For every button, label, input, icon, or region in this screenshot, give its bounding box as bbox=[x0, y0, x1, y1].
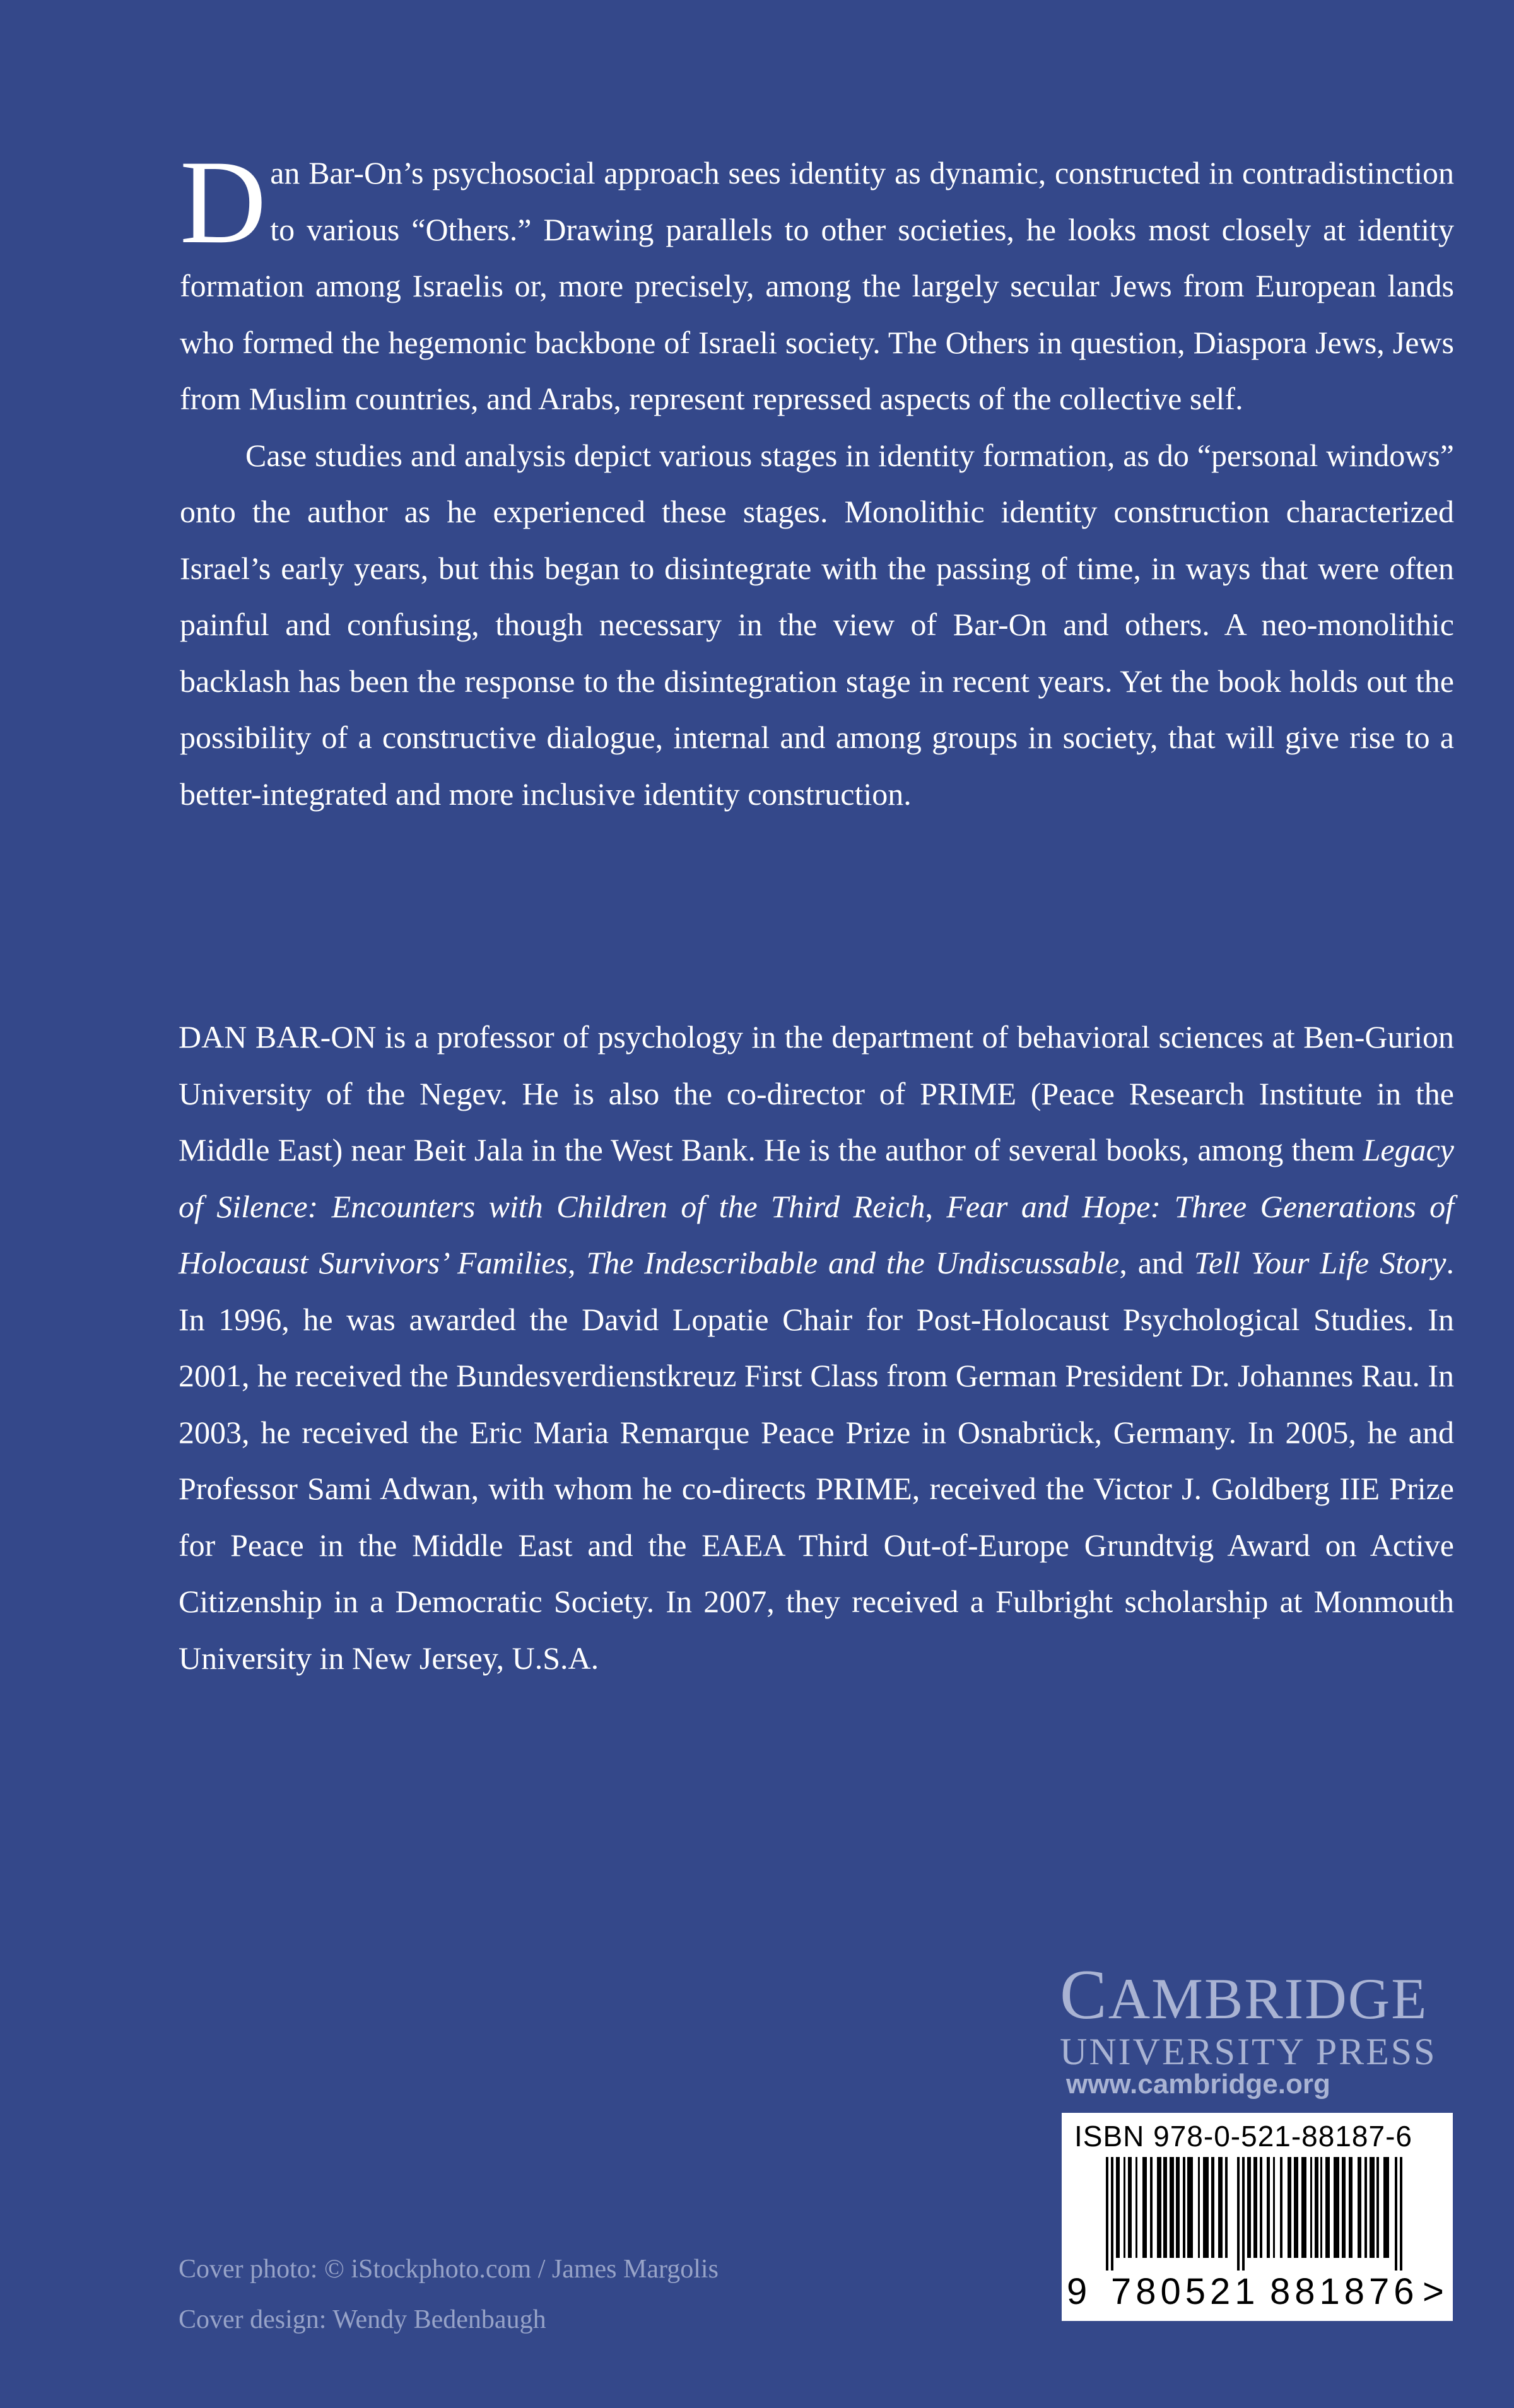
barcode-bar bbox=[1116, 2157, 1120, 2258]
barcode-bar bbox=[1187, 2157, 1193, 2258]
barcode-bar bbox=[1157, 2157, 1161, 2258]
barcode-bar bbox=[1364, 2157, 1367, 2258]
barcode-bar bbox=[1315, 2157, 1318, 2258]
bio-separator: , bbox=[567, 1245, 587, 1280]
barcode-bar bbox=[1325, 2157, 1330, 2258]
barcode-digit-group-2: 881876 bbox=[1270, 2271, 1419, 2312]
barcode-bar bbox=[1136, 2157, 1137, 2258]
book-title-indescribable: The Indescribable and the Undiscussable bbox=[586, 1245, 1120, 1280]
barcode-digit-group-1: 780521 bbox=[1111, 2271, 1260, 2312]
barcode-bar bbox=[1383, 2157, 1389, 2258]
cover-design-credit: Cover design: Wendy Bedenbaugh bbox=[179, 2305, 546, 2334]
isbn-number: ISBN 978-0-521-88187-6 bbox=[1074, 2120, 1412, 2153]
barcode-bar bbox=[1294, 2157, 1298, 2258]
barcode-bar bbox=[1242, 2157, 1245, 2271]
bio-separator: , and bbox=[1119, 1245, 1194, 1280]
barcode-bar bbox=[1358, 2157, 1361, 2258]
barcode-bar bbox=[1395, 2157, 1397, 2271]
barcode-bar bbox=[1260, 2157, 1262, 2258]
description-paragraph-2: Case studies and analysis depict various stages in identity formation, as do “personal windows” onto the author as he experienced these stages. Monolithic identity construction characterized Israel’s early years, but this began to disintegrate with the passing of time, in ways that were often painful and confusing, though necessary in the view of Bar-On and others. A neo-monolithic backlash has been the response to the disintegration stage in recent years. Yet the book holds out the possibility of a constructive dialogue, internal and among groups in society, that will give rise to a better-integrated and more inclusive identity construction. bbox=[180, 437, 1454, 812]
barcode-arrow: > bbox=[1423, 2271, 1444, 2312]
barcode-bar bbox=[1150, 2157, 1153, 2258]
barcode-bar bbox=[1342, 2157, 1346, 2258]
barcode-bar bbox=[1106, 2157, 1108, 2271]
barcode-bar bbox=[1288, 2157, 1291, 2258]
barcode-bar bbox=[1237, 2157, 1240, 2271]
barcode-bar bbox=[1203, 2157, 1209, 2258]
barcode-bar bbox=[1273, 2157, 1275, 2258]
barcode-bar bbox=[1376, 2157, 1379, 2258]
barcode-bar bbox=[1218, 2157, 1223, 2258]
cover-photo-credit: Cover photo: © iStockphoto.com / James Margolis bbox=[179, 2255, 719, 2284]
bio-separator: , bbox=[925, 1188, 947, 1224]
barcode-bar bbox=[1310, 2157, 1312, 2258]
barcode-bar bbox=[1247, 2157, 1251, 2258]
barcode-bar bbox=[1267, 2157, 1270, 2258]
bio-text-awards: . In 1996, he was awarded the David Lopatie Chair for Post-Holocaust Psychological Studies. In 2001, he received the Bundesverdienstkreuz First Class from German President Dr. Johannes Rau. In 2003, he received the Eric Maria Remarque Peace Prize in Osnabrück, Germany. In 2005, he and Professor Sami Adwan, with whom he co-directs PRIME, received the Victor J. Goldberg IIE Prize for Peace in the Middle East and the EAEA Third Out-of-Europe Grundtvig Award on Active Citizenship in a Democratic Society. In 2007, they received a Fulbright scholarship at Monmouth University in New Jersey, U.S.A. bbox=[179, 1245, 1454, 1676]
barcode-bar bbox=[1400, 2157, 1402, 2271]
barcode-bar bbox=[1163, 2157, 1167, 2258]
barcode-bar bbox=[1334, 2157, 1339, 2258]
barcode-bar bbox=[1176, 2157, 1180, 2258]
barcode-digits bbox=[1062, 2271, 1444, 2315]
barcode-bar bbox=[1370, 2157, 1375, 2258]
book-title-fear-and-hope: Fear and Hope: Three Generations of Holocaust Survivors’ Families bbox=[179, 1188, 1455, 1280]
publisher-logo bbox=[1060, 1956, 1454, 2072]
book-title-tell-your-life-story: Tell Your Life Story bbox=[1194, 1245, 1447, 1280]
publisher-logo-subtitle: UNIVERSITY PRESS bbox=[1060, 2031, 1437, 2072]
author-bio-paragraph bbox=[179, 1009, 1454, 1686]
barcode-bar bbox=[1198, 2157, 1200, 2258]
barcode-bar bbox=[1183, 2157, 1185, 2258]
barcode-bar bbox=[1349, 2157, 1353, 2258]
barcode-bar bbox=[1280, 2157, 1282, 2258]
bio-text-intro: DAN BAR-ON is a professor of psychology in the department of behavioral sciences at Ben-Gurion University of the Negev. He is also the co-director of PRIME (Peace Research Institute in the Middle East) near Beit Jala in the West Bank. He is the author of several books, among them bbox=[179, 1019, 1454, 1167]
description-paragraph-1 bbox=[180, 136, 1454, 428]
publisher-logo-initial: C bbox=[1060, 1956, 1108, 2034]
barcode-bar bbox=[1211, 2157, 1214, 2258]
cover-credits bbox=[179, 2244, 719, 2345]
description-paragraph-1-text: an Bar-On’s psychosocial approach sees identity as dynamic, constructed in contradistinction to various “Others.” Drawing parallels to other societies, he looks most closely at identity formation among Israelis or, more precisely, among the largely secular Jews from European lands who formed the hegemonic backbone of Israeli society. The Others in question, Diaspora Jews, Jews from Muslim countries, and Arabs, represent repressed aspects of the collective self. bbox=[180, 155, 1454, 416]
author-bio bbox=[179, 1009, 1454, 1686]
book-title-legacy-of-silence: Legacy of Silence: Encounters with Children of the Third Reich bbox=[179, 1132, 1454, 1224]
barcode-bar bbox=[1225, 2157, 1228, 2258]
drop-cap: D bbox=[180, 136, 267, 269]
barcode-bar bbox=[1124, 2157, 1125, 2258]
publisher-url: www.cambridge.org bbox=[1066, 2069, 1330, 2100]
barcode-bars-icon bbox=[1074, 2157, 1440, 2271]
barcode-bar bbox=[1320, 2157, 1322, 2258]
publisher-logo-wordmark bbox=[1060, 1956, 1454, 2034]
publisher-logo-rest: AMBRIDGE bbox=[1108, 1967, 1428, 2031]
barcode-bar bbox=[1253, 2157, 1257, 2258]
isbn-barcode bbox=[1062, 2113, 1453, 2321]
barcode-bar bbox=[1170, 2157, 1174, 2258]
barcode-bar bbox=[1301, 2157, 1306, 2258]
barcode-bar bbox=[1142, 2157, 1147, 2258]
barcode-bar bbox=[1111, 2157, 1113, 2271]
barcode-lead-digit: 9 bbox=[1067, 2271, 1088, 2312]
barcode-bar bbox=[1128, 2157, 1132, 2258]
book-description bbox=[180, 136, 1454, 822]
